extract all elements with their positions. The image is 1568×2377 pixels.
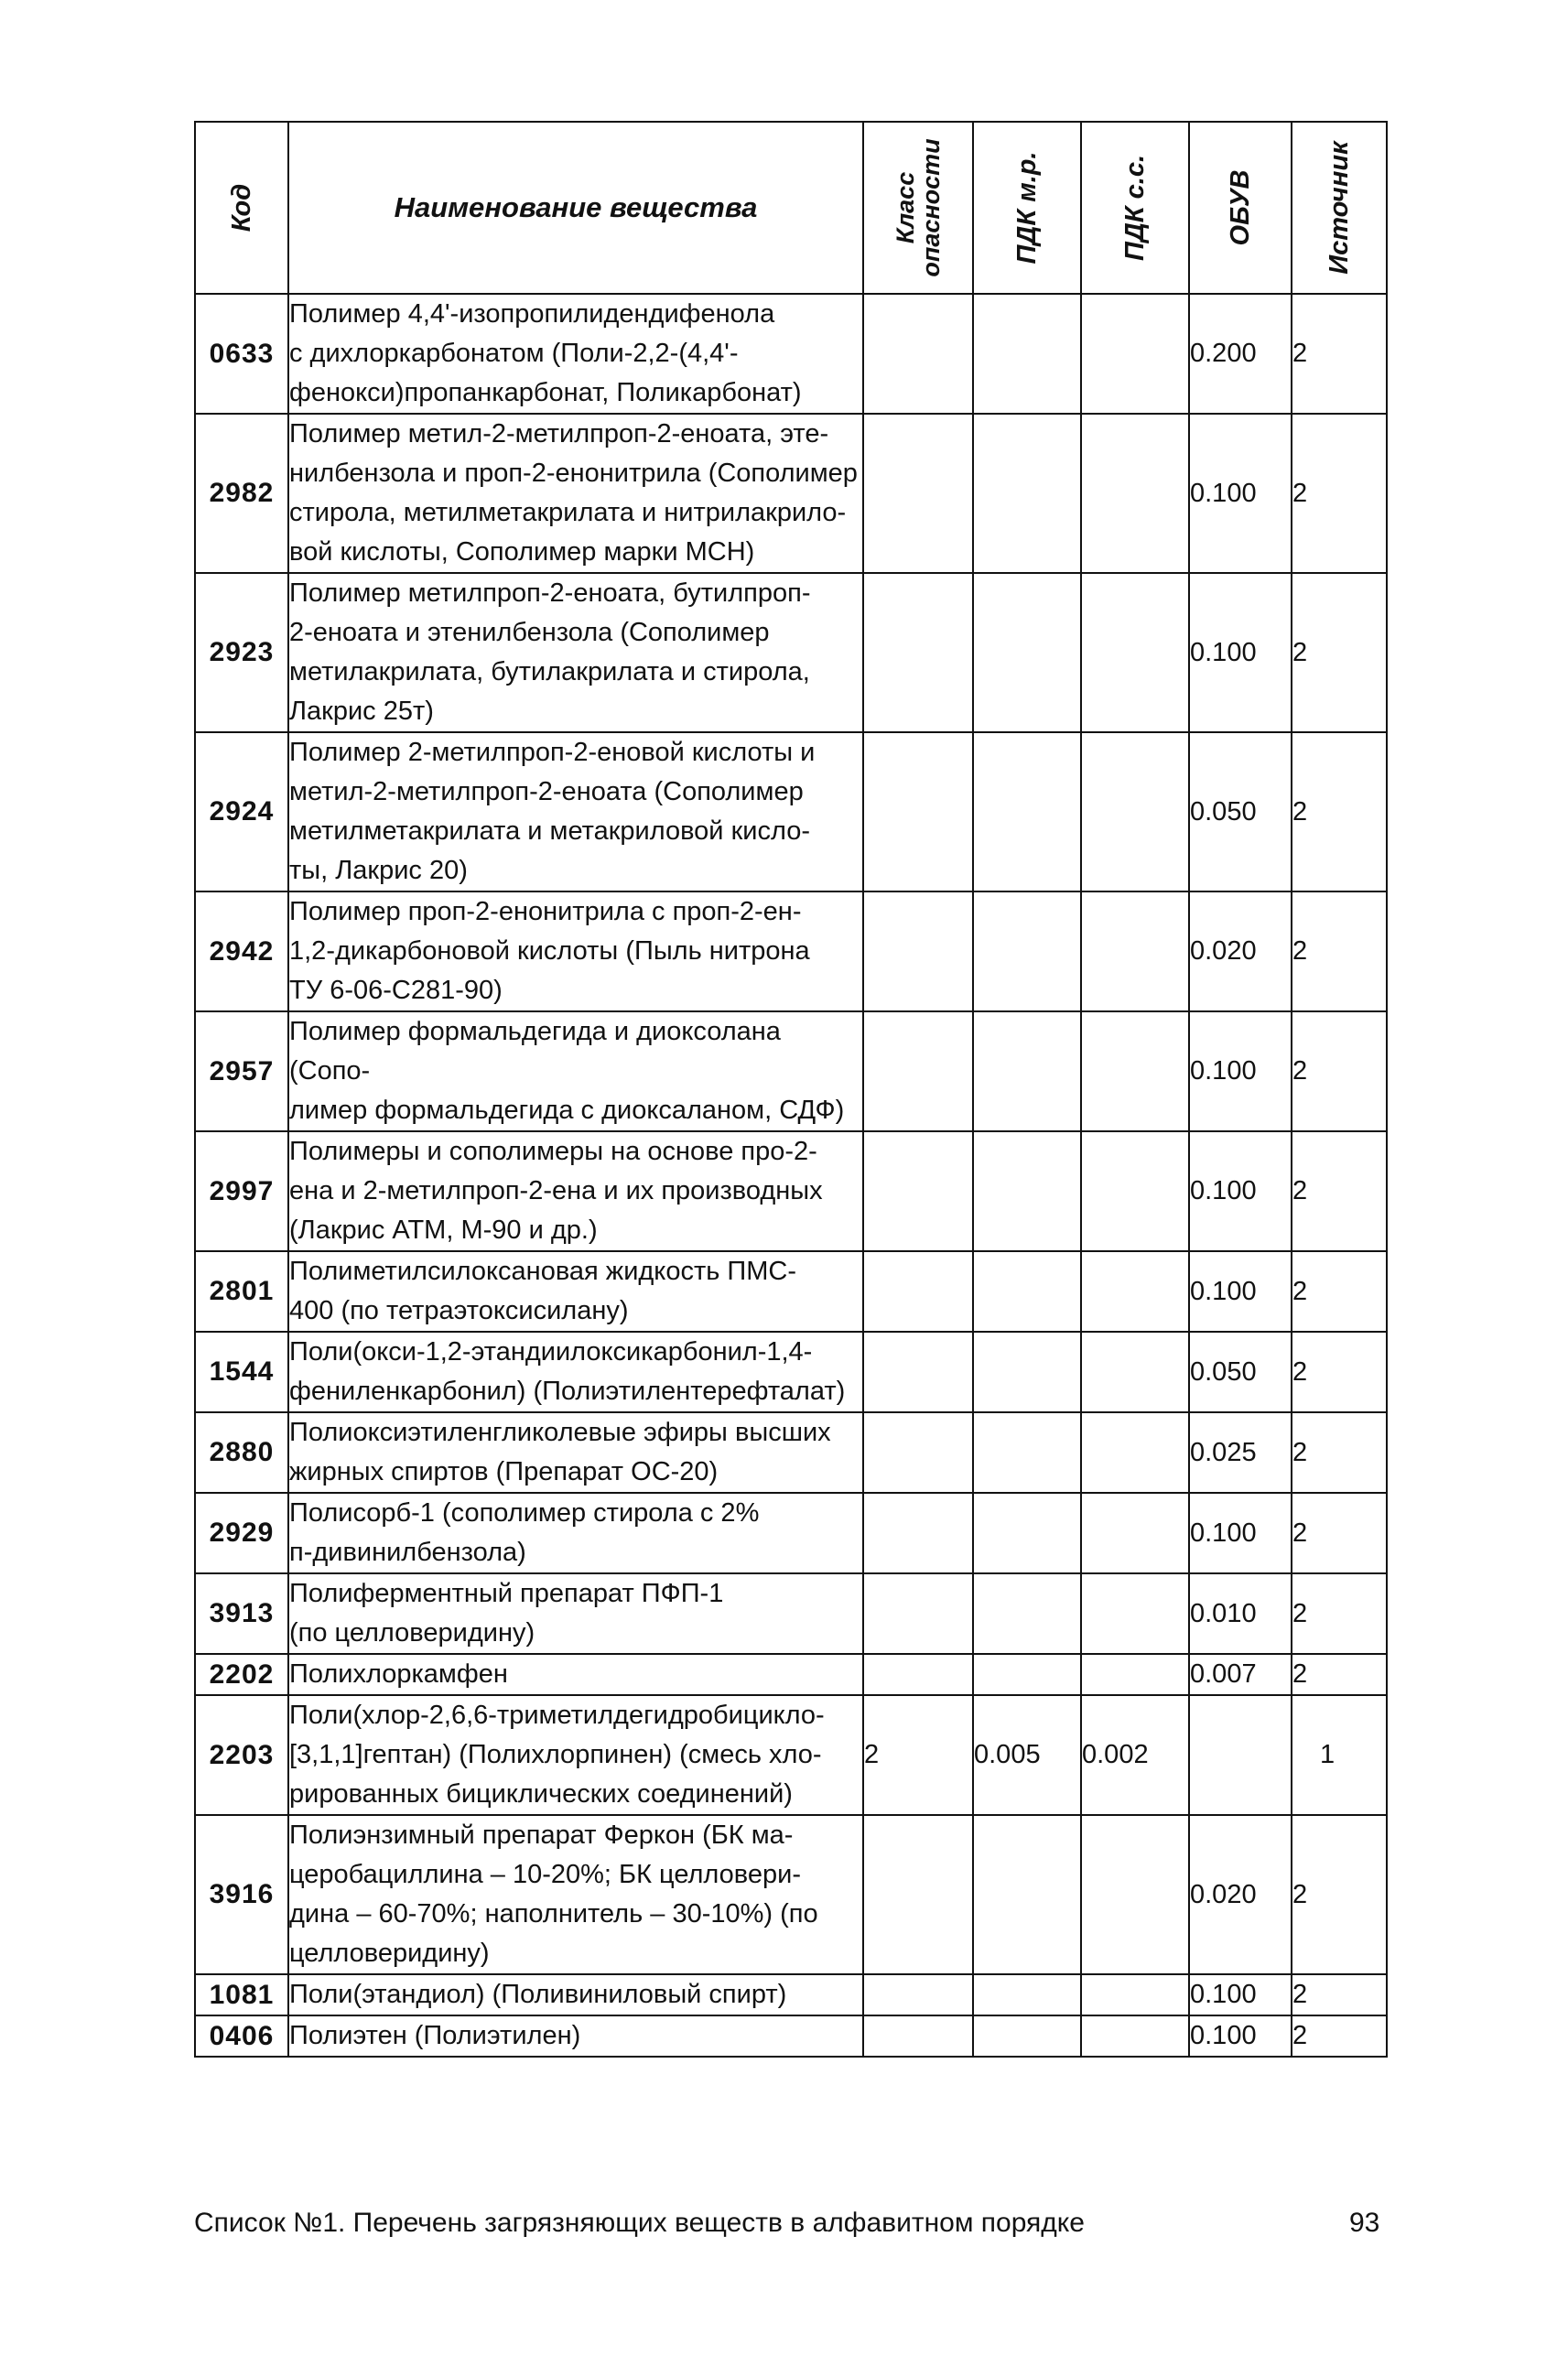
cell-pdk-ss: [1081, 1412, 1189, 1493]
cell-source: 2: [1292, 1654, 1387, 1695]
header-name: [288, 122, 863, 294]
cell-obuv: 0.050: [1189, 732, 1292, 891]
cell-source: 2: [1292, 1412, 1387, 1493]
cell-name-line: Лакрис 25т): [289, 697, 434, 726]
header-obuv-label: ОБУВ: [1226, 169, 1255, 246]
header-code-label: Код: [227, 183, 256, 232]
cell-pdk-ss: [1081, 1131, 1189, 1251]
cell-code: 2880: [195, 1412, 288, 1493]
cell-name-line: метилметакрилата и метакриловой кисло-: [289, 816, 810, 846]
cell-name: [288, 294, 863, 414]
cell-name: [288, 1815, 863, 1974]
cell-code: 2923: [195, 573, 288, 732]
cell-class: [863, 1412, 973, 1493]
table-row: [195, 732, 1387, 891]
cell-name: [288, 1573, 863, 1654]
table-row: [195, 1011, 1387, 1131]
cell-obuv: [1189, 1695, 1292, 1815]
cell-source: 2: [1292, 573, 1387, 732]
cell-pdk-ss: [1081, 1493, 1189, 1573]
cell-name-line: стирола, метилметакрилата и нитрилакрило-: [289, 498, 847, 527]
header-pdk-ss-label: ПДК с.с.: [1120, 154, 1150, 262]
cell-obuv: 0.100: [1189, 1011, 1292, 1131]
cell-name-line: метилакрилата, бутилакрилата и стирола,: [289, 657, 810, 686]
cell-source: 2: [1292, 1332, 1387, 1412]
cell-pdk-mr: [973, 573, 1081, 732]
cell-name-line: Полимер проп-2-енонитрила с проп-2-ен-: [289, 897, 802, 926]
cell-name-line: Полимеры и сополимеры на основе про-2-: [289, 1137, 817, 1166]
cell-name-line: Полимер формальдегида и диоксолана (Сопо-: [289, 1017, 781, 1086]
cell-pdk-ss: [1081, 294, 1189, 414]
cell-pdk-mr: [973, 414, 1081, 573]
cell-class: [863, 1011, 973, 1131]
cell-class: [863, 294, 973, 414]
cell-name-line: церобациллина – 10-20%; БК целловери-: [289, 1860, 801, 1889]
substances-table: [194, 121, 1388, 2058]
cell-pdk-ss: [1081, 573, 1189, 732]
cell-obuv: 0.100: [1189, 573, 1292, 732]
cell-name-line: Полихлоркамфен: [289, 1659, 508, 1689]
cell-name-line: Полиэтен (Полиэтилен): [289, 2021, 581, 2050]
cell-name-line: Полисорб-1 (сополимер стирола с 2%: [289, 1498, 760, 1528]
header-class-label: [892, 138, 944, 276]
cell-name-line: Поли(этандиол) (Поливиниловый спирт): [289, 1980, 787, 2009]
header-class: [863, 122, 973, 294]
cell-source: 2: [1292, 732, 1387, 891]
cell-name-line: [3,1,1]гептан) (Полихлорпинен) (смесь хло-: [289, 1740, 822, 1769]
cell-pdk-mr: [973, 732, 1081, 891]
cell-name-line: п-дивинилбензола): [289, 1538, 526, 1567]
header-source-label: Источник: [1325, 141, 1354, 275]
cell-name: [288, 1654, 863, 1695]
cell-name-line: Поли(окси-1,2-этандиилоксикарбонил-1,4-: [289, 1337, 813, 1367]
cell-class: [863, 573, 973, 732]
cell-name-line: с дихлоркарбонатом (Поли-2,2-(4,4'-: [289, 339, 739, 368]
cell-class: [863, 891, 973, 1011]
header-pdk-mr-label: ПДК м.р.: [1012, 151, 1042, 265]
cell-obuv: 0.007: [1189, 1654, 1292, 1695]
cell-source: 2: [1292, 1251, 1387, 1332]
cell-name-line: 400 (по тетраэтоксисилану): [289, 1296, 629, 1325]
cell-name-line: Полимер 4,4'-изопропилидендифенола: [289, 299, 775, 329]
footer-caption: Список №1. Перечень загрязняющих веществ в алфавитном порядке: [194, 2208, 1085, 2238]
cell-pdk-mr: 0.005: [973, 1695, 1081, 1815]
cell-class: [863, 414, 973, 573]
cell-pdk-mr: [973, 891, 1081, 1011]
cell-class: [863, 1131, 973, 1251]
cell-class: [863, 1573, 973, 1654]
cell-name-line: Поли(хлор-2,6,6-триметилдегидробицикло-: [289, 1701, 825, 1730]
cell-source: 2: [1292, 414, 1387, 573]
cell-code: 1544: [195, 1332, 288, 1412]
header-class-line1: Класс: [892, 171, 919, 244]
cell-class: [863, 1493, 973, 1573]
cell-code: 2957: [195, 1011, 288, 1131]
header-class-line2: опасности: [917, 138, 945, 277]
cell-pdk-ss: [1081, 1815, 1189, 1974]
cell-source: 2: [1292, 1815, 1387, 1974]
cell-pdk-mr: [973, 1332, 1081, 1412]
cell-pdk-mr: [973, 1815, 1081, 1974]
cell-obuv: 0.200: [1189, 294, 1292, 414]
cell-name-line: Полиметилсилоксановая жидкость ПМС-: [289, 1257, 797, 1286]
cell-name: [288, 1412, 863, 1493]
cell-class: [863, 1974, 973, 2015]
table-row: [195, 1412, 1387, 1493]
cell-class: [863, 2015, 973, 2057]
cell-pdk-ss: [1081, 1251, 1189, 1332]
cell-pdk-mr: [973, 1573, 1081, 1654]
cell-pdk-mr: [973, 1654, 1081, 1695]
cell-name-line: рированных бициклических соединений): [289, 1779, 793, 1809]
page-number: 93: [1349, 2208, 1380, 2238]
cell-class: [863, 1654, 973, 1695]
cell-pdk-ss: [1081, 2015, 1189, 2057]
cell-name: [288, 1332, 863, 1412]
table-row: [195, 1131, 1387, 1251]
cell-code: 2982: [195, 414, 288, 573]
table-row: [195, 414, 1387, 573]
cell-name: [288, 1011, 863, 1131]
table-header-row: [195, 122, 1387, 294]
cell-pdk-mr: [973, 1251, 1081, 1332]
cell-pdk-ss: [1081, 891, 1189, 1011]
cell-pdk-ss: [1081, 732, 1189, 891]
cell-name-line: (Лакрис АТМ, М-90 и др.): [289, 1216, 598, 1245]
cell-code: 2924: [195, 732, 288, 891]
cell-pdk-mr: [973, 294, 1081, 414]
cell-source: 2: [1292, 1011, 1387, 1131]
cell-pdk-mr: [973, 2015, 1081, 2057]
cell-class: [863, 732, 973, 891]
cell-class: [863, 1251, 973, 1332]
cell-obuv: 0.100: [1189, 414, 1292, 573]
cell-code: 0406: [195, 2015, 288, 2057]
cell-name-line: жирных спиртов (Препарат ОС-20): [289, 1457, 719, 1486]
cell-name-line: дина – 60-70%; наполнитель – 30-10%) (по: [289, 1899, 818, 1929]
cell-name: [288, 573, 863, 732]
cell-name: [288, 1695, 863, 1815]
header-name-label: Наименование вещества: [394, 191, 758, 223]
cell-pdk-ss: [1081, 414, 1189, 573]
table-row: [195, 1493, 1387, 1573]
table-row: [195, 294, 1387, 414]
table-row: [195, 1654, 1387, 1695]
cell-class: [863, 1815, 973, 1974]
cell-class: [863, 1332, 973, 1412]
cell-obuv: 0.100: [1189, 1493, 1292, 1573]
table-row: [195, 2015, 1387, 2057]
cell-name-line: ТУ 6-06-С281-90): [289, 976, 503, 1005]
cell-name: [288, 1131, 863, 1251]
table-row: [195, 1695, 1387, 1815]
cell-name-line: (по целловеридину): [289, 1618, 535, 1648]
header-obuv: [1189, 122, 1292, 294]
table-row: [195, 891, 1387, 1011]
cell-code: 2801: [195, 1251, 288, 1332]
table-body: [195, 294, 1387, 2057]
cell-name-line: Полиоксиэтиленгликолевые эфиры высших: [289, 1418, 831, 1447]
cell-source: 2: [1292, 1131, 1387, 1251]
cell-pdk-ss: [1081, 1332, 1189, 1412]
cell-pdk-ss: [1081, 1654, 1189, 1695]
header-pdk-mr: [973, 122, 1081, 294]
cell-pdk-ss: 0.002: [1081, 1695, 1189, 1815]
cell-obuv: 0.025: [1189, 1412, 1292, 1493]
cell-obuv: 0.010: [1189, 1573, 1292, 1654]
cell-name-line: нилбензола и проп-2-енонитрила (Сополимер: [289, 459, 858, 488]
cell-pdk-mr: [973, 1011, 1081, 1131]
cell-obuv: 0.100: [1189, 1251, 1292, 1332]
cell-source: 2: [1292, 1493, 1387, 1573]
cell-source: 2: [1292, 294, 1387, 414]
cell-source: 2: [1292, 2015, 1387, 2057]
cell-code: 3916: [195, 1815, 288, 1974]
cell-name-line: Полимер метилпроп-2-еноата, бутилпроп-: [289, 578, 811, 608]
cell-name: [288, 1493, 863, 1573]
table-row: [195, 1974, 1387, 2015]
cell-code: 1081: [195, 1974, 288, 2015]
cell-code: 2203: [195, 1695, 288, 1815]
cell-class: 2: [863, 1695, 973, 1815]
cell-name-line: лимер формальдегида с диоксаланом, СДФ): [289, 1096, 845, 1125]
cell-pdk-mr: [973, 1974, 1081, 2015]
cell-pdk-ss: [1081, 1974, 1189, 2015]
cell-code: 2942: [195, 891, 288, 1011]
cell-obuv: 0.020: [1189, 891, 1292, 1011]
cell-code: 2202: [195, 1654, 288, 1695]
cell-name-line: Полимер 2-метилпроп-2-еновой кислоты и: [289, 738, 816, 767]
cell-name-line: 2-еноата и этенилбензола (Сополимер: [289, 618, 770, 647]
cell-obuv: 0.050: [1189, 1332, 1292, 1412]
cell-name-line: ты, Лакрис 20): [289, 856, 468, 885]
cell-source: 1: [1292, 1695, 1387, 1815]
cell-name-line: фениленкарбонил) (Полиэтилентерефталат): [289, 1377, 846, 1406]
table-row: [195, 1332, 1387, 1412]
cell-name-line: метил-2-метилпроп-2-еноата (Сополимер: [289, 777, 804, 806]
cell-obuv: 0.100: [1189, 1131, 1292, 1251]
cell-code: 0633: [195, 294, 288, 414]
cell-pdk-ss: [1081, 1573, 1189, 1654]
header-pdk-ss: [1081, 122, 1189, 294]
cell-name: [288, 732, 863, 891]
cell-name: [288, 2015, 863, 2057]
cell-name-line: целловеридину): [289, 1939, 490, 1968]
table-row: [195, 1573, 1387, 1654]
cell-name-line: вой кислоты, Сополимер марки МСН): [289, 537, 755, 567]
cell-name-line: Полиэнзимный препарат Феркон (БК ма-: [289, 1821, 794, 1850]
cell-name-line: 1,2-дикарбоновой кислоты (Пыль нитрона: [289, 936, 810, 966]
cell-pdk-mr: [973, 1493, 1081, 1573]
cell-source: 2: [1292, 1974, 1387, 2015]
cell-source: 2: [1292, 891, 1387, 1011]
cell-pdk-ss: [1081, 1011, 1189, 1131]
header-code: [195, 122, 288, 294]
cell-obuv: 0.020: [1189, 1815, 1292, 1974]
cell-name: [288, 891, 863, 1011]
cell-name: [288, 1974, 863, 2015]
cell-pdk-mr: [973, 1412, 1081, 1493]
header-source: [1292, 122, 1387, 294]
cell-name-line: фенокси)пропанкарбонат, Поликарбонат): [289, 378, 802, 407]
cell-source: 2: [1292, 1573, 1387, 1654]
table-row: [195, 573, 1387, 732]
cell-name: [288, 1251, 863, 1332]
cell-name: [288, 414, 863, 573]
cell-code: 2997: [195, 1131, 288, 1251]
cell-pdk-mr: [973, 1131, 1081, 1251]
cell-code: 3913: [195, 1573, 288, 1654]
table-row: [195, 1815, 1387, 1974]
cell-name-line: Полимер метил-2-метилпроп-2-еноата, эте-: [289, 419, 829, 448]
cell-code: 2929: [195, 1493, 288, 1573]
cell-name-line: ена и 2-метилпроп-2-ена и их производных: [289, 1176, 823, 1205]
cell-obuv: 0.100: [1189, 1974, 1292, 2015]
cell-obuv: 0.100: [1189, 2015, 1292, 2057]
cell-name-line: Полиферментный препарат ПФП-1: [289, 1579, 724, 1608]
table-row: [195, 1251, 1387, 1332]
